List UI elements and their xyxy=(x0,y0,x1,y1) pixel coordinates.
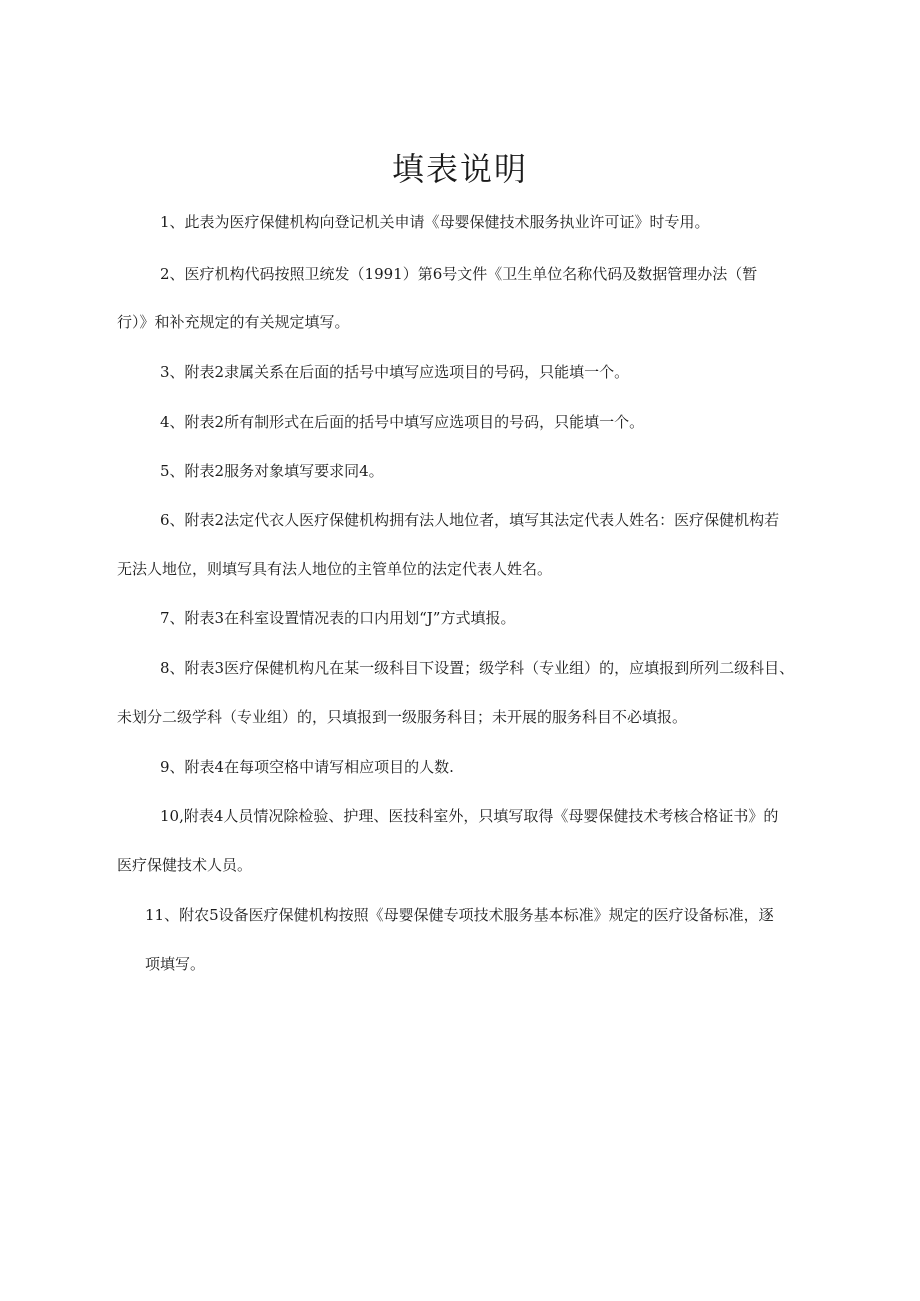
instruction-11-continued: 项填写。 xyxy=(145,955,206,973)
instruction-5: 5、附表2服务对象填写要求同4。 xyxy=(160,462,384,480)
instruction-7: 7、附表3在科室设置情况表的口内用划“J”方式填报。 xyxy=(160,609,516,627)
instruction-6: 6、附表2法定代衣人医疗保健机构拥有法人地位者，填写其法定代表人姓名：医疗保健机构若 xyxy=(160,511,780,529)
instruction-9: 9、附表4在每项空格中请写相应项目的人数. xyxy=(160,758,454,776)
instruction-4: 4、附表2所有制形式在后面的括号中填写应选项目的号码，只能填一个。 xyxy=(160,413,645,431)
instruction-1: 1、此表为医疗保健机构向登记机关申请《母婴保健技术服务执业许可证》时专用。 xyxy=(160,213,710,231)
instruction-10: 10,附表4人员情况除检验、护理、医技科室外，只填写取得《母婴保健技术考核合格证书》的 xyxy=(160,807,779,825)
instruction-3: 3、附表2隶属关系在后面的括号中填写应选项目的号码，只能填一个。 xyxy=(160,363,630,381)
instruction-8-continued: 未划分二级学科（专业组）的，只填报到一级服务科目；未开展的服务科目不必填报。 xyxy=(117,708,688,726)
instruction-2: 2、医疗机构代码按照卫统发（1991）第6号文件《卫生单位名称代码及数据管理办法（暂 xyxy=(160,265,758,283)
instruction-8: 8、附表3医疗保健机构凡在某一级科目下设置；级学科（专业组）的，应填报到所列二级科目、 xyxy=(160,659,795,677)
instruction-11: 11、附农5设备医疗保健机构按照《母婴保健专项技术服务基本标准》规定的医疗设备标准，逐 xyxy=(145,906,774,924)
page-title: 填表说明 xyxy=(391,150,528,188)
instruction-2-continued: 行）》和补充规定的有关规定填写。 xyxy=(117,313,350,331)
instruction-10-continued: 医疗保健技术人员。 xyxy=(117,856,253,874)
instruction-6-continued: 无法人地位，则填写具有法人地位的主管单位的法定代表人姓名。 xyxy=(117,560,553,578)
